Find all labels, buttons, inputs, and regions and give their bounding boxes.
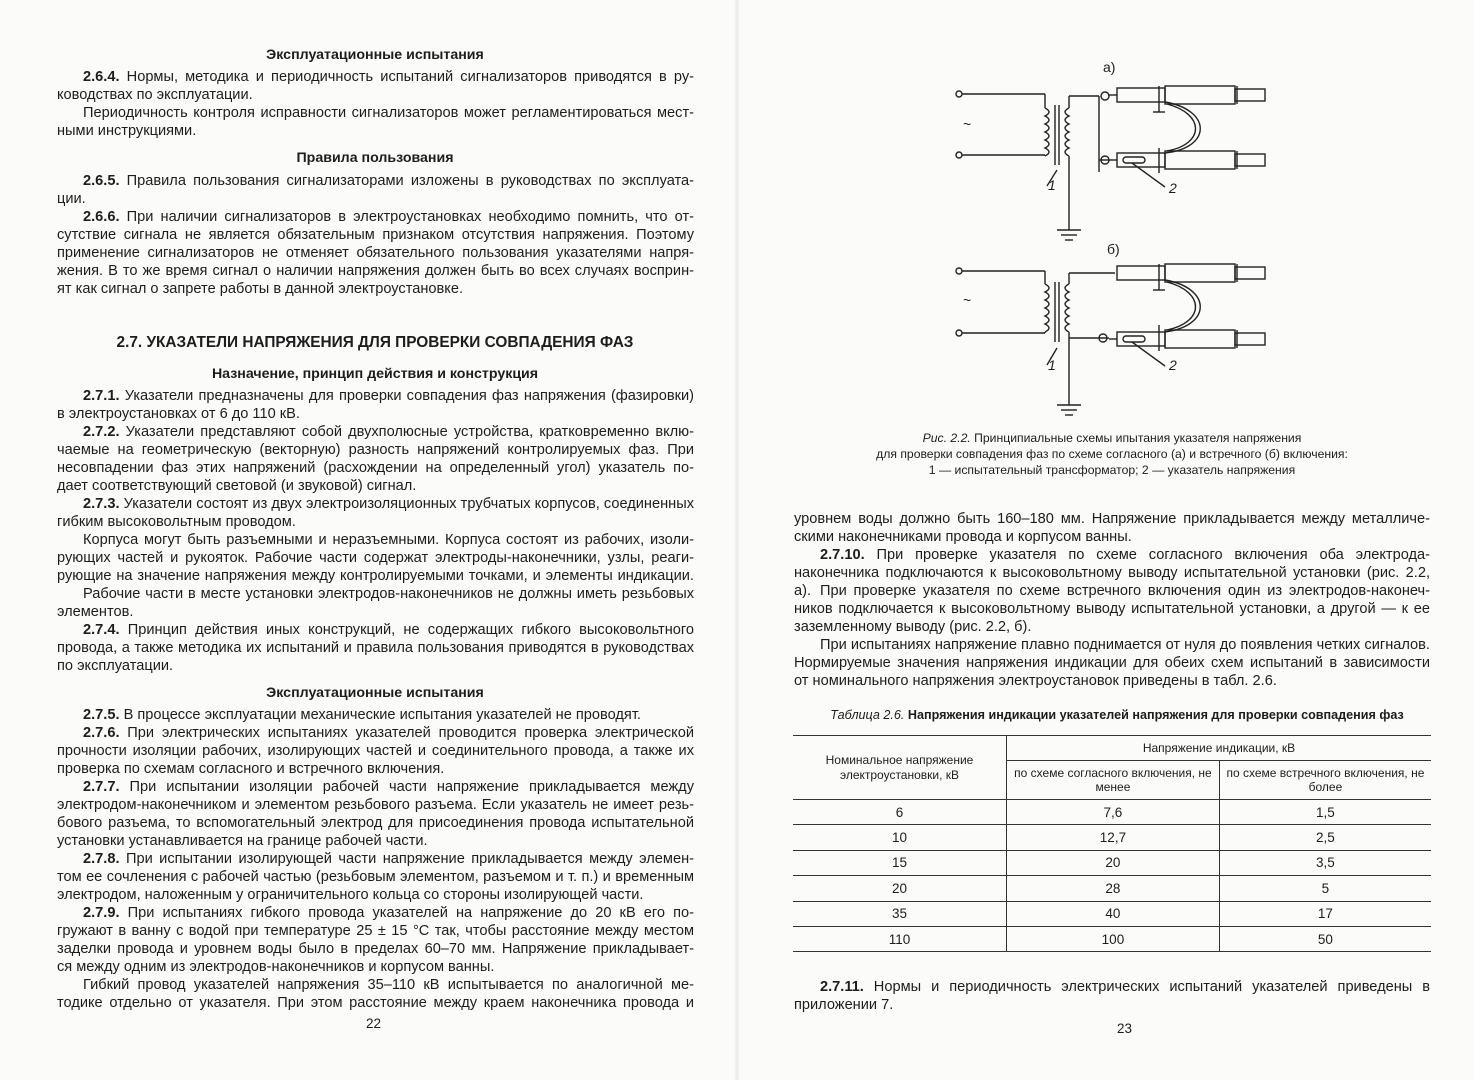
table-cell: 6 xyxy=(793,800,1007,825)
section-title: 2.7. УКАЗАТЕЛИ НАПРЯЖЕНИЯ ДЛЯ ПРОВЕРКИ СОВПАДЕНИЯ ФАЗ xyxy=(116,334,634,351)
text-line: скими наконечниками провода и корпусом ванны. xyxy=(794,529,1132,545)
text-line: ят как сигнал о запрете работы в данной электроустановке. xyxy=(57,281,464,297)
page-number: 22 xyxy=(366,1016,382,1031)
ac-source-symbol: ~ xyxy=(963,292,972,308)
heading-usage-rules: Правила пользования xyxy=(296,150,454,166)
text-line: в электроустановках от 6 до 110 кВ. xyxy=(57,406,300,422)
text-line: Корпуса могут быть разъемными и неразъемными. Корпуса состоят из рабочих, изоли- xyxy=(83,532,694,548)
column-header-opposite: по схеме встречного включения, не более xyxy=(1219,761,1431,800)
text-line: При проверке указателя по схеме встречного включения один из электродов-наконеч- xyxy=(820,583,1430,599)
text-line: бового разъема, то вспомогательный электрод для присоединения провода испытательной xyxy=(57,815,694,831)
text-line: жения. В то же время сигнал о наличии напряжения должен быть во всех случаях восприн- xyxy=(57,263,694,279)
text-line: рующих частей и рукояток. Рабочие части содержат электроды-наконечники, узлы, реаги- xyxy=(57,550,694,566)
column-header-indication: Напряжение индикации, кВ xyxy=(1007,736,1432,761)
text-line: применение сигнализаторов не отменяет обязательного пользования указателями напря- xyxy=(57,245,694,261)
text-line: ководствах по эксплуатации. xyxy=(57,87,253,103)
table-cell: 3,5 xyxy=(1219,850,1431,875)
text-line: гружают в ванну с водой при температуре 25 ± 15 °С так, чтобы расстояние между местом xyxy=(57,923,694,939)
text-line: 2.7.4. Принцип действия иных конструкций, не содержащих гибкого высоковольтного xyxy=(83,622,694,638)
text-line: ции. xyxy=(57,191,86,207)
table-cell: 12,7 xyxy=(1007,825,1220,850)
table-row xyxy=(793,901,1431,926)
figure-caption-line: для проверки совпадения фаз по схеме согласного (а) и встречного (б) включения: xyxy=(876,447,1348,461)
heading-purpose: Назначение, принцип действия и конструкция xyxy=(211,366,539,382)
table-cell: 10 xyxy=(793,825,1007,850)
table-cell: 20 xyxy=(1007,850,1220,875)
table-cell: 7,6 xyxy=(1007,800,1220,825)
text-line: Рабочие части в месте установки электродов-наконечников не должны иметь резьбовых xyxy=(83,586,694,602)
text-line: по эксплуатации. xyxy=(57,658,174,674)
text-line: 2.6.6. При наличии сигнализаторов в электроустановках необходимо помнить, что от- xyxy=(83,209,694,225)
figure-label-a: а) xyxy=(1103,59,1116,75)
text-line: гибким высоковольтным проводом. xyxy=(57,514,296,530)
column-header-consonant: по схеме согласного включения, не менее xyxy=(1007,761,1220,800)
table-cell: 28 xyxy=(1007,876,1220,901)
text-line: сутствие сигнала не является обязательным признаком отсутствия напряжения. Поэтому xyxy=(57,227,694,243)
text-line: 2.7.3. Указатели состоят из двух электроизоляционных трубчатых корпусов, соединенных xyxy=(83,496,694,512)
text-line: наконечника подключаются к высоковольтному выводу испытательной установки (рис. 2.2, а). xyxy=(794,565,1430,600)
text-line: 2.6.5. Правила пользования сигнализаторами изложены в руководствах по эксплуата- xyxy=(83,173,694,189)
text-line: электродом, наложенным у ограничительного кольца со стороны изолирующей части. xyxy=(57,887,644,903)
text-line: чаемые на геометрическую (векторную) разность напряжений контролируемых фаз. При xyxy=(57,442,694,458)
callout-2: 2 xyxy=(1169,180,1177,196)
table-cell: 40 xyxy=(1007,901,1220,926)
heading-operational-tests: Эксплуатационные испытания xyxy=(266,685,484,701)
text-line: проверка по схемам согласного и встречного включения. xyxy=(57,761,445,777)
text-line: элементов. xyxy=(57,604,134,620)
ac-source-symbol: ~ xyxy=(963,116,972,132)
table-row xyxy=(793,825,1431,850)
diagram-a xyxy=(956,86,1265,240)
heading-operational-tests: Эксплуатационные испытания xyxy=(266,47,484,63)
text-line: ников подключается к высоковольтному выводу испытательной установки, а другой — к ее xyxy=(794,601,1430,617)
text-line: уровнем воды должно быть 160–180 мм. Напряжение прикладывается между металличе- xyxy=(794,511,1430,527)
text-line: 2.7.6. При электрических испытаниях указателей проводится проверка электрической xyxy=(83,725,694,741)
text-line: 2.7.7. При испытании изоляции рабочей части напряжение прикладывается между xyxy=(83,779,694,795)
column-header-nominal: Номинальное напряжение электроустановки, кВ xyxy=(793,736,1007,800)
table-cell: 100 xyxy=(1007,926,1220,951)
table-cell: 1,5 xyxy=(1219,800,1431,825)
text-line: ными инструкциями. xyxy=(57,123,197,139)
text-line: дает соответствующий световой (и звуковой) сигнал. xyxy=(57,478,417,494)
table-cell: 35 xyxy=(793,901,1007,926)
table-cell: 50 xyxy=(1219,926,1431,951)
text-line: 2.7.1. Указатели предназначены для проверки совпадения фаз напряжения (фазировки) xyxy=(83,388,694,404)
text-line: 2.7.8. При испытании изолирующей части напряжение прикладывается между элемен- xyxy=(83,851,694,867)
table-cell: 5 xyxy=(1219,876,1431,901)
figure-caption-line: 1 — испытательный трансформатор; 2 — указатель напряжения xyxy=(928,463,1296,477)
text-line: установки устанавливается на границе рабочей части. xyxy=(57,833,428,849)
table-row xyxy=(793,926,1431,951)
text-line: 2.7.9. При испытаниях гибкого провода указателей на напряжение до 20 кВ его по- xyxy=(83,905,694,921)
text-line: том ее сочленения с рабочей частью (резьбовым элементом, разъемом и т. п.) и временным xyxy=(57,869,694,885)
table-row xyxy=(793,850,1431,875)
figure-label-b: б) xyxy=(1107,241,1120,257)
callout-2: 2 xyxy=(1169,357,1177,373)
diagram-b xyxy=(956,264,1265,415)
text-line: от номинального напряжения электроустановок приведены в табл. 2.6. xyxy=(794,673,1277,689)
text-line: электродом-наконечником и элементом резьбового разъема. Если указатель не имеет резь- xyxy=(57,797,694,813)
text-line: заделки провода и уровнем воды было в пределах 60–70 мм. Напряжение прикладывает- xyxy=(57,941,694,957)
text-line: рующие на значение напряжения между контролируемыми точками, и элементы индикации. xyxy=(57,568,694,584)
text-line: несовпадении фаз этих напряжений (расхождении на определенный угол) указатель по- xyxy=(57,460,694,476)
text-line: 2.6.4. Нормы, методика и периодичность испытаний сигнализаторов приводятся в ру- xyxy=(83,69,694,85)
text-line: 2.7.10. При проверке указателя по схеме согласного включения оба электрода- xyxy=(820,547,1430,563)
table-cell: 20 xyxy=(793,876,1007,901)
text-line: Нормируемые значения напряжения индикации для обеих схем испытаний в зависимости xyxy=(794,655,1430,671)
text-line: провода, а также методика их испытаний и правила пользования приводятся в руководствах xyxy=(57,640,694,656)
text-line: 2.7.5. В процессе эксплуатации механические испытания указателей не проводят. xyxy=(83,707,641,723)
figure-caption-line: Рис. 2.2. Принципиальные схемы ипытания указателя напряжения xyxy=(922,431,1302,445)
table-title: Таблица 2.6. Напряжения индикации указателей напряжения для проверки совпадения фаз xyxy=(830,708,1404,722)
table-row xyxy=(793,800,1431,825)
table-row xyxy=(793,876,1431,901)
table-cell: 110 xyxy=(793,926,1007,951)
text-line: приложении 7. xyxy=(794,997,894,1013)
text-line: Гибкий провод указателей напряжения 35–110 кВ испытывается по аналогичной ме- xyxy=(83,977,694,993)
indication-voltage-table xyxy=(793,735,1431,952)
table-cell: 15 xyxy=(793,850,1007,875)
callout-1: 1 xyxy=(1048,357,1056,373)
page-number: 23 xyxy=(1117,1021,1133,1036)
text-line: тодике отдельно от указателя. При этом расстояние между краем наконечника провода и xyxy=(57,995,694,1011)
text-line: 2.7.11. Нормы и периодичность электрических испытаний указателей приведены в xyxy=(820,979,1430,995)
text-line: Периодичность контроля исправности сигнализаторов может регламентироваться мест- xyxy=(83,105,694,121)
text-line: заземленному выводу (рис. 2.2, б). xyxy=(794,619,1032,635)
table-cell: 17 xyxy=(1219,901,1431,926)
callout-1: 1 xyxy=(1048,177,1056,193)
text-line: прочности изоляции рабочих, изолирующих частей и соединительного провода, а также их xyxy=(57,743,694,759)
table-cell: 2,5 xyxy=(1219,825,1431,850)
right-page xyxy=(737,0,1474,1080)
text-line: ся между одним из электродов-наконечников и корпусом ванны. xyxy=(57,959,495,975)
text-line: При испытаниях напряжение плавно поднимается от нуля до появления четких сигналов. xyxy=(820,637,1430,653)
text-line: 2.7.2. Указатели представляют собой двухполюсные устройства, кратковременно вклю- xyxy=(83,424,694,440)
